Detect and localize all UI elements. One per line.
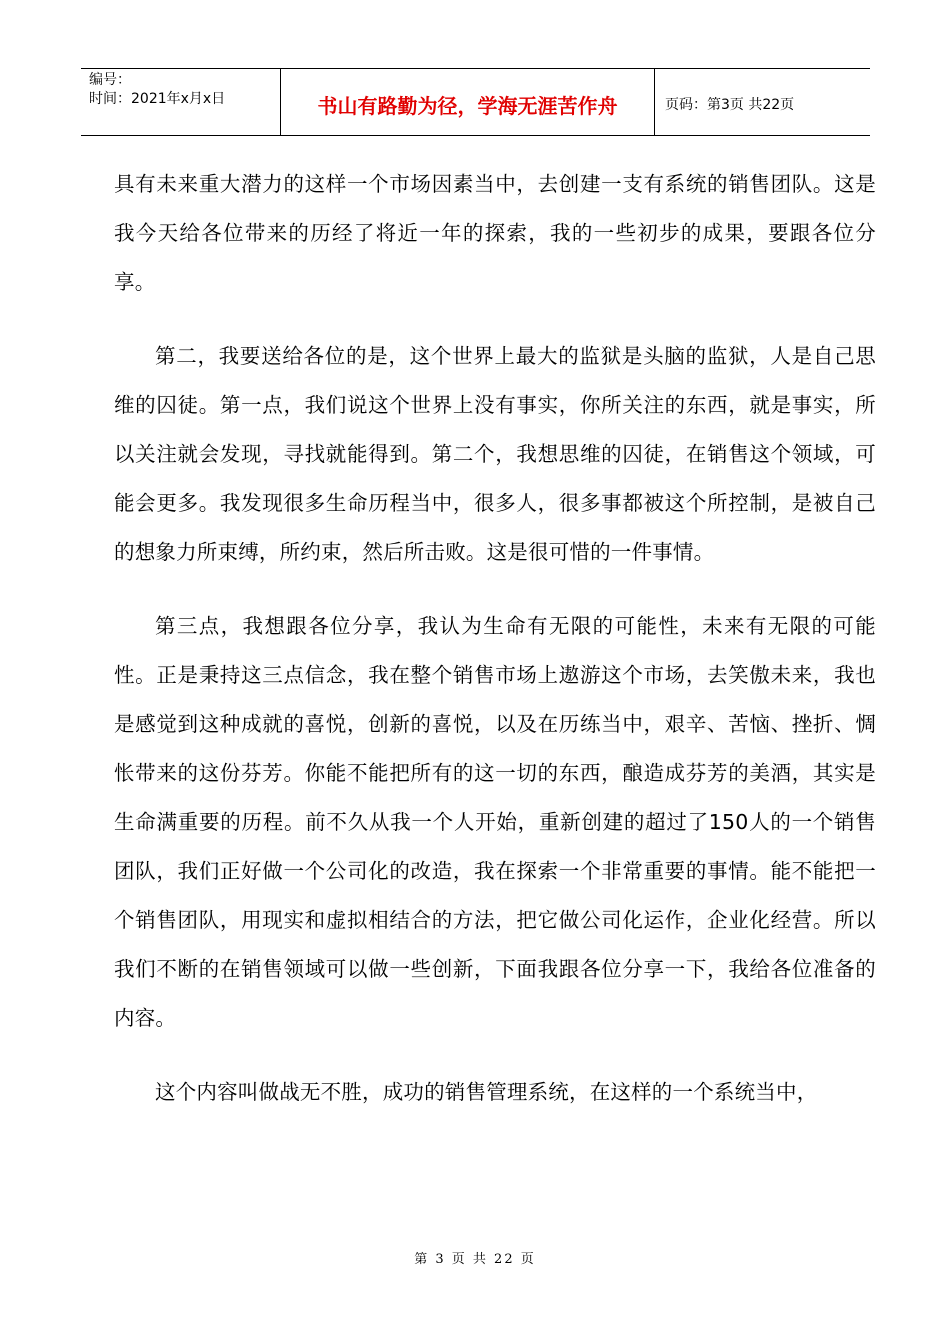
paragraph-3: 第三点，我想跟各位分享，我认为生命有无限的可能性，未来有无限的可能性。正是秉持这三点信念，我在整个销售市场上遨游这个市场，去笑傲未来，我也是感觉到这种成就的喜悦，创新的喜悦，以及在历练当中，艰辛、苦恼、挫折、惆怅带来的这份芬芳。你能不能把所有的这一切的东西，酿造成芬芳的美酒，其实是生命满重要的历程。前不久从我一个人开始，重新创建的超过了150人的一个销售团队，我们正好做一个公司化的改造，我在探索一个非常重要的事情。能不能把一个销售团队，用现实和虚拟相结合的方法，把它做公司化运作，企业化经营。所以我们不断的在销售领域可以做一些创新，下面我跟各位分享一下，我给各位准备的内容。 <box>114 614 876 1030</box>
header-motto-cell <box>281 69 655 135</box>
document-body <box>114 160 876 1142</box>
motto-text: 书山有路勤为径，学海无涯苦作舟 <box>317 93 618 118</box>
header-meta-cell <box>81 69 281 135</box>
header-page-cell <box>655 69 870 135</box>
paragraph-4: 这个内容叫做战无不胜，成功的销售管理系统，在这样的一个系统当中， <box>155 1080 818 1104</box>
time-label: 时间：2021年x月x日 <box>89 91 226 107</box>
paragraph-2: 第二，我要送给各位的是，这个世界上最大的监狱是头脑的监狱，人是自己思维的囚徒。第一点，我们说这个世界上没有事实，你所关注的东西，就是事实，所以关注就会发现，寻找就能得到。第二个，我想思维的囚徒，在销售这个领域，可能会更多。我发现很多生命历程当中，很多人，很多事都被这个所控制，是被自己的想象力所束缚，所约束，然后所击败。这是很可惜的一件事情。 <box>114 344 876 564</box>
page-footer <box>0 1248 950 1267</box>
footer-page-number: 第 3 页 共 22 页 <box>414 1252 536 1267</box>
number-label: 编号： <box>89 72 131 88</box>
page-info: 页码：第3页 共22页 <box>665 97 795 113</box>
document-header <box>81 68 870 136</box>
paragraph-1: 具有未来重大潜力的这样一个市场因素当中，去创建一支有系统的销售团队。这是我今天给各位带来的历经了将近一年的探索，我的一些初步的成果，要跟各位分享。 <box>114 172 876 294</box>
